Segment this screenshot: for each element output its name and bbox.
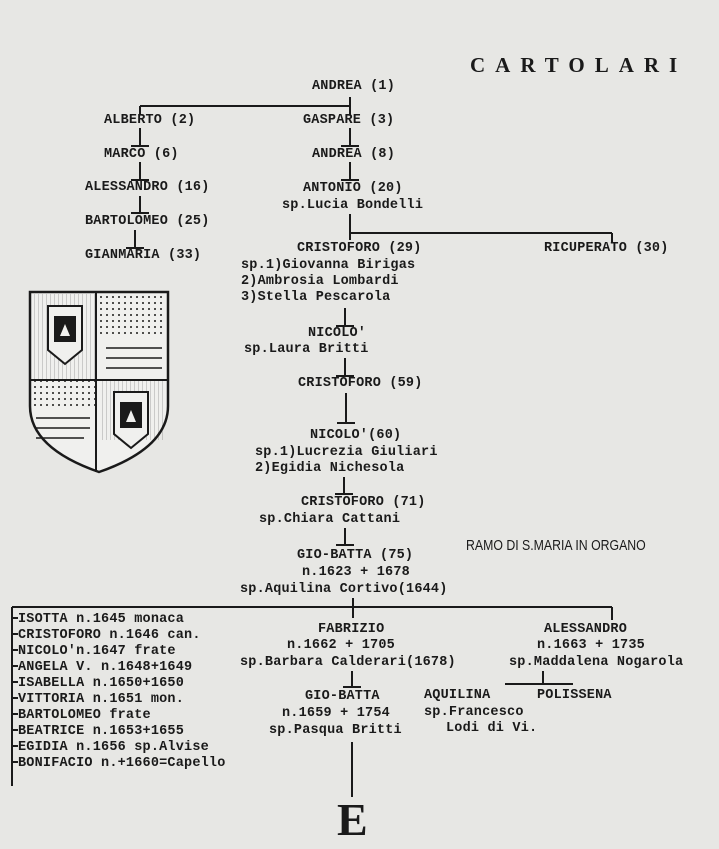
- connector-nicolo: [336, 358, 354, 376]
- node-nicolo: NICOLO': [308, 326, 367, 341]
- node-alessandro-16: ALESSANDRO (16): [85, 180, 210, 195]
- spouse-cristoforo29-1: sp.1)Giovanna Birigas: [241, 258, 416, 273]
- node-cristoforo-71: CRISTOFORO (71): [301, 495, 426, 510]
- spouse-cristoforo71: sp.Chiara Cattani: [259, 512, 401, 527]
- connector-gaspare: [341, 128, 359, 146]
- branch-label: RAMO DI S.MARIA IN ORGANO: [466, 537, 646, 554]
- node-polissena: POLISSENA: [537, 688, 612, 703]
- connector-cristoforo29: [336, 308, 354, 326]
- spouse-aquilina-2: Lodi di Vi.: [446, 721, 538, 736]
- dates-giobatta-jr: n.1659 + 1754: [282, 706, 390, 721]
- connector-cristoforo71: [336, 528, 354, 545]
- node-antonio-20: ANTONIO (20): [303, 181, 403, 196]
- node-ricuperato-30: RICUPERATO (30): [544, 241, 669, 256]
- connector-alberto: [131, 128, 149, 146]
- spouse-cristoforo29-2: 2)Ambrosia Lombardi: [241, 274, 399, 289]
- node-nicolo-60: NICOLO'(60): [310, 428, 402, 443]
- spouse-alessandro: sp.Maddalena Nogarola: [509, 655, 684, 670]
- list-item: BONIFACIO n.+1660=Capello: [18, 756, 226, 771]
- list-item: VITTORIA n.1651 mon.: [18, 692, 185, 707]
- node-alberto-2: ALBERTO (2): [104, 113, 196, 128]
- spouse-nicolo: sp.Laura Britti: [244, 342, 369, 357]
- connector-marco: [131, 162, 149, 180]
- dates-alessandro: n.1663 + 1735: [537, 638, 645, 653]
- list-item: BEATRICE n.1653+1655: [18, 724, 185, 739]
- continuation-marker: E: [337, 794, 368, 845]
- connector-andrea8: [341, 162, 359, 180]
- page-title: CARTOLARI: [470, 53, 688, 77]
- connector-cristoforo59: [337, 393, 355, 423]
- list-item: NICOLO'n.1647 frate: [18, 644, 176, 659]
- connector-bartolomeo: [126, 230, 144, 248]
- spouse-nicolo60-1: sp.1)Lucrezia Giuliari: [255, 445, 438, 460]
- coat-of-arms-icon: [26, 288, 172, 476]
- node-bartolomeo-25: BARTOLOMEO (25): [85, 214, 210, 229]
- spouse-nicolo60-2: 2)Egidia Nichesola: [255, 461, 405, 476]
- node-alessandro: ALESSANDRO: [544, 622, 628, 637]
- connector-alessandro16: [131, 196, 149, 213]
- node-gaspare-3: GASPARE (3): [303, 113, 395, 128]
- node-gianmaria-33: GIANMARIA (33): [85, 248, 202, 263]
- node-giobatta-75: GIO-BATTA (75): [297, 548, 414, 563]
- list-item: ANGELA V. n.1648+1649: [18, 660, 193, 675]
- dates-giobatta-75: n.1623 + 1678: [302, 565, 410, 580]
- dates-fabrizio: n.1662 + 1705: [287, 638, 395, 653]
- spouse-cristoforo29-3: 3)Stella Pescarola: [241, 290, 391, 305]
- list-item: EGIDIA n.1656 sp.Alvise: [18, 740, 209, 755]
- connector-alessandro-daughters: [505, 671, 573, 684]
- spouse-giobatta-75: sp.Aquilina Cortivo(1644): [240, 582, 448, 597]
- list-item: CRISTOFORO n.1646 can.: [18, 628, 201, 643]
- node-fabrizio: FABRIZIO: [318, 622, 385, 637]
- connector-nicolo60: [335, 477, 353, 494]
- spouse-aquilina-1: sp.Francesco: [424, 705, 524, 720]
- node-giobatta-jr: GIO-BATTA: [305, 689, 380, 704]
- node-marco-6: MARCO (6): [104, 147, 179, 162]
- spouse-giobatta-jr: sp.Pasqua Britti: [269, 723, 402, 738]
- list-item: BARTOLOMEO frate: [18, 708, 151, 723]
- connector-fabrizio: [343, 671, 361, 687]
- connector-antonio: [350, 214, 612, 242]
- node-aquilina: AQUILINA: [424, 688, 491, 703]
- list-item: ISOTTA n.1645 monaca: [18, 612, 185, 627]
- node-cristoforo-29: CRISTOFORO (29): [297, 241, 422, 256]
- node-cristoforo-59: CRISTOFORO (59): [298, 376, 423, 391]
- node-andrea-1: ANDREA (1): [312, 79, 396, 94]
- node-andrea-8: ANDREA (8): [312, 147, 396, 162]
- spouse-antonio: sp.Lucia Bondelli: [282, 198, 424, 213]
- list-item: ISABELLA n.1650+1650: [18, 676, 185, 691]
- spouse-fabrizio: sp.Barbara Calderari(1678): [240, 655, 456, 670]
